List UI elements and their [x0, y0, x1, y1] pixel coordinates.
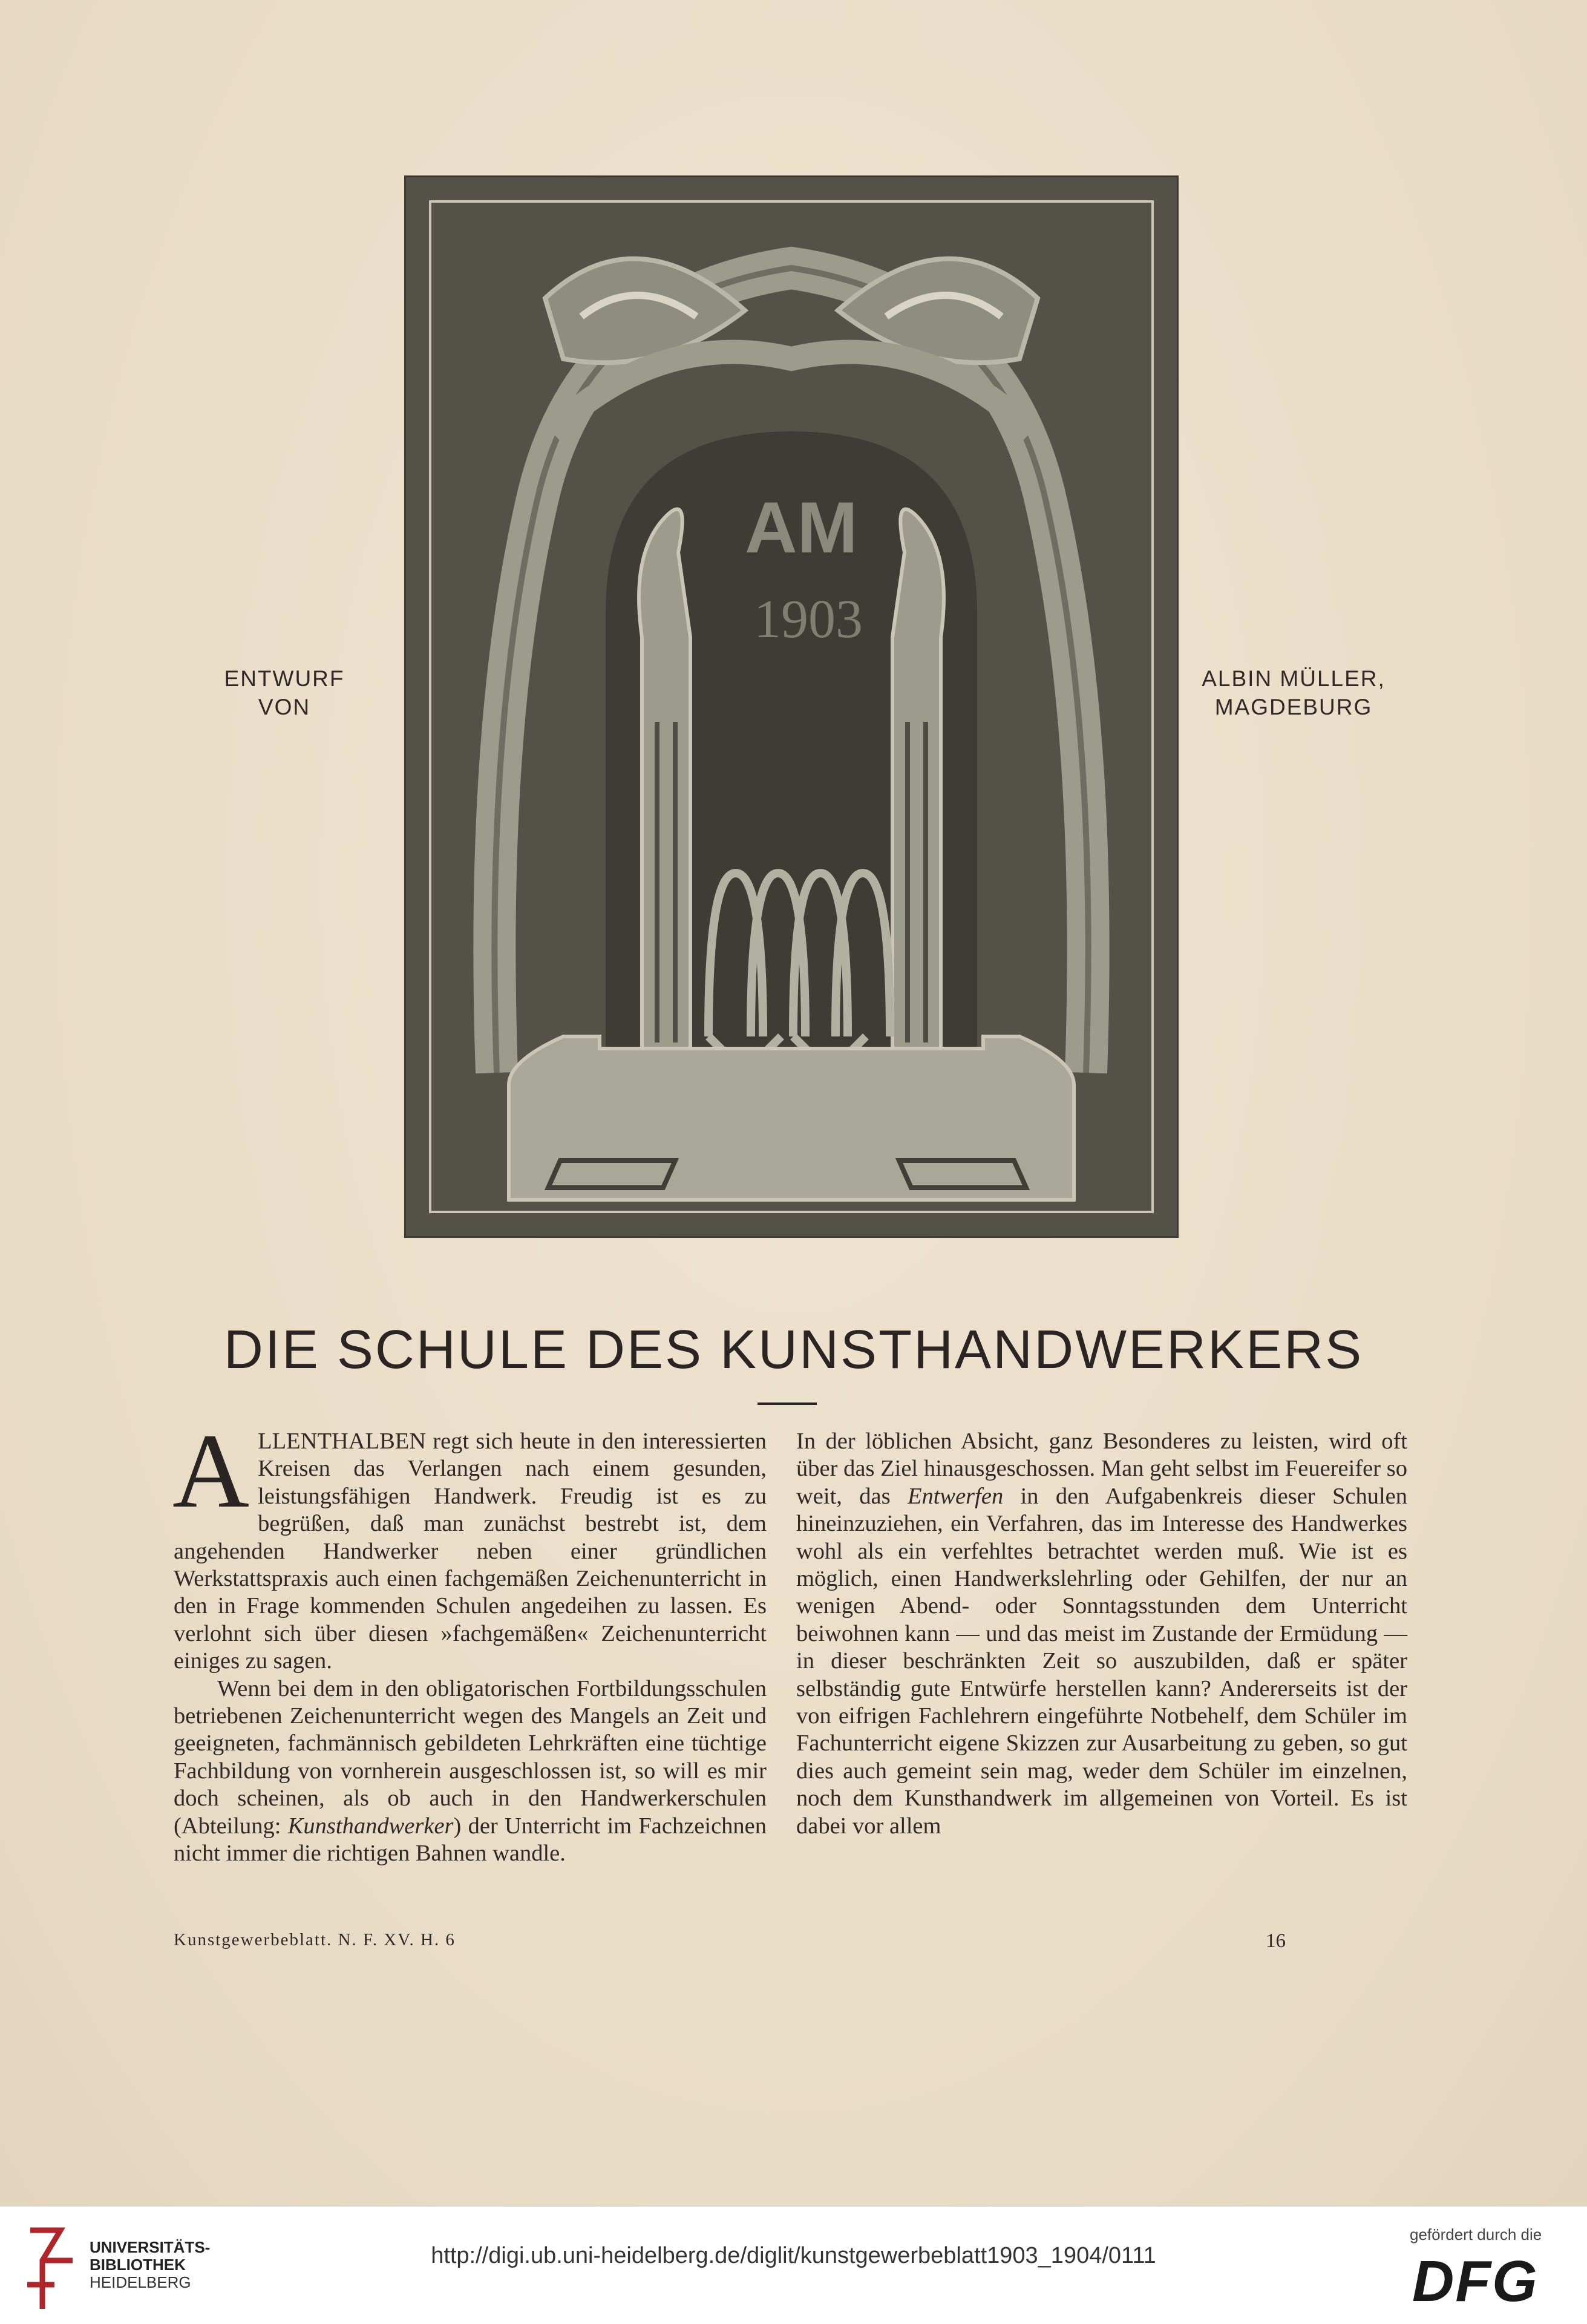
paragraph-2-text-a: Wenn bei dem in den obligatorischen Fortbildungsschulen betriebenen Zeichenunterricht wegen des Mangels an Zeit und geeigneten, fachmännisch gebildeten Lehrkräften eine tüchtige Fachbildung von vornherein ausgeschlossen ist, so will es mir doch scheinen, als ob auch in den Handwerkerschulen (Abteilung: [174, 1675, 767, 1839]
art-nouveau-ornament [406, 177, 1177, 1236]
paragraph-3-text-a: In der löblichen Absicht, ganz Besonderes zu leisten, wird oft über das Ziel hinausgeschossen. Man geht selbst im Feuereifer so weit, das [796, 1429, 1407, 1509]
emphasis-kunsthandwerker: Kunsthandwerker [287, 1813, 454, 1839]
paragraph-1-text: LLENTHALBEN regt sich heute in den interessierten Kreisen das Verlangen nach einem gesunden, leistungsfähigen Handwerk. Freudig ist es zu begrüßen, daß man zunächst bestrebt ist, dem angehenden Handwerker neben einer gründlichen Werkstattspraxis auch einen fachgemäßen Zeichenunterricht in den in Frage kommenden Schulen angedeihen zu lassen. Es verlohnt sich über diesen »fachgemäßen« Zeichenunterricht einiges zu sagen. [174, 1429, 767, 1674]
caption-artist: ALBIN MÜLLER, [1202, 666, 1386, 691]
emphasis-entwerfen: Entwerfen [907, 1483, 1004, 1509]
caption-left [212, 664, 357, 721]
library-line-3: HEIDELBERG [90, 2273, 191, 2291]
paragraph-3 [796, 1428, 1407, 1840]
library-line-1: UNIVERSITÄTS- [90, 2238, 211, 2256]
article-title: DIE SCHULE DES KUNSTHANDWERKERS [223, 1320, 1364, 1380]
paragraph-2 [174, 1675, 767, 1868]
drop-cap: A [172, 1412, 250, 1530]
paragraph-1 [172, 1412, 767, 1675]
caption-von: VON [258, 695, 311, 719]
ornament-design-plate [404, 175, 1179, 1238]
year-mark: 1903 [754, 589, 863, 649]
title-divider [758, 1403, 817, 1405]
page-number: 16 [1266, 1930, 1286, 1952]
caption-right [1191, 664, 1396, 721]
paragraph-2-text-b: ) der Unterricht im Fachzeichnen nicht immer die richtigen Bahnen wandle. [174, 1813, 767, 1867]
dfg-logo: DFG [1412, 2249, 1539, 2314]
university-library-logo-icon [18, 2224, 82, 2315]
caption-entwurf: ENTWURF [224, 666, 345, 691]
caption-city: MAGDEBURG [1214, 695, 1373, 719]
permalink-url[interactable]: http://digi.ub.uni-heidelberg.de/diglit/kunstgewerbeblatt1903_1904/0111 [431, 2243, 1156, 2268]
funded-by-label: gefördert durch die [1410, 2225, 1542, 2244]
text-column-left [172, 1412, 767, 1868]
monogram: AM [745, 487, 858, 568]
paragraph-3-text-b: in den Aufgabenkreis dieser Schulen hineinzuziehen, ein Verfahren, das im Interesse des Handwerkes wohl als ein verfehltes betrachtet werden muß. Wie ist es möglich, einen Handwerkslehrling oder Gehilfen, der nur an wenigen Abend- oder Sonntagsstunden dem Unterricht beiwohnen kann — und das meist im Zustande der Ermüdung — in dieser beschränkten Zeit so auszubilden, daß er später selbständig gute Entwürfe herstellen kann? Andererseits ist der von eifrigen Fachlehrern eingeführte Notbehelf, dem Schüler im Fachunterricht eigene Skizzen zur Ausarbeitung zu geben, so gut dies auch gemeint sein mag, weder dem Schüler im einzelnen, noch dem Kunsthandwerk im allgemeinen von Vorteil. Es ist dabei vor allem [796, 1483, 1408, 1839]
text-column-right [796, 1428, 1407, 1840]
library-line-2: BIBLIOTHEK [90, 2256, 186, 2274]
journal-reference: Kunstgewerbeblatt. N. F. XV. H. 6 [174, 1930, 456, 1949]
